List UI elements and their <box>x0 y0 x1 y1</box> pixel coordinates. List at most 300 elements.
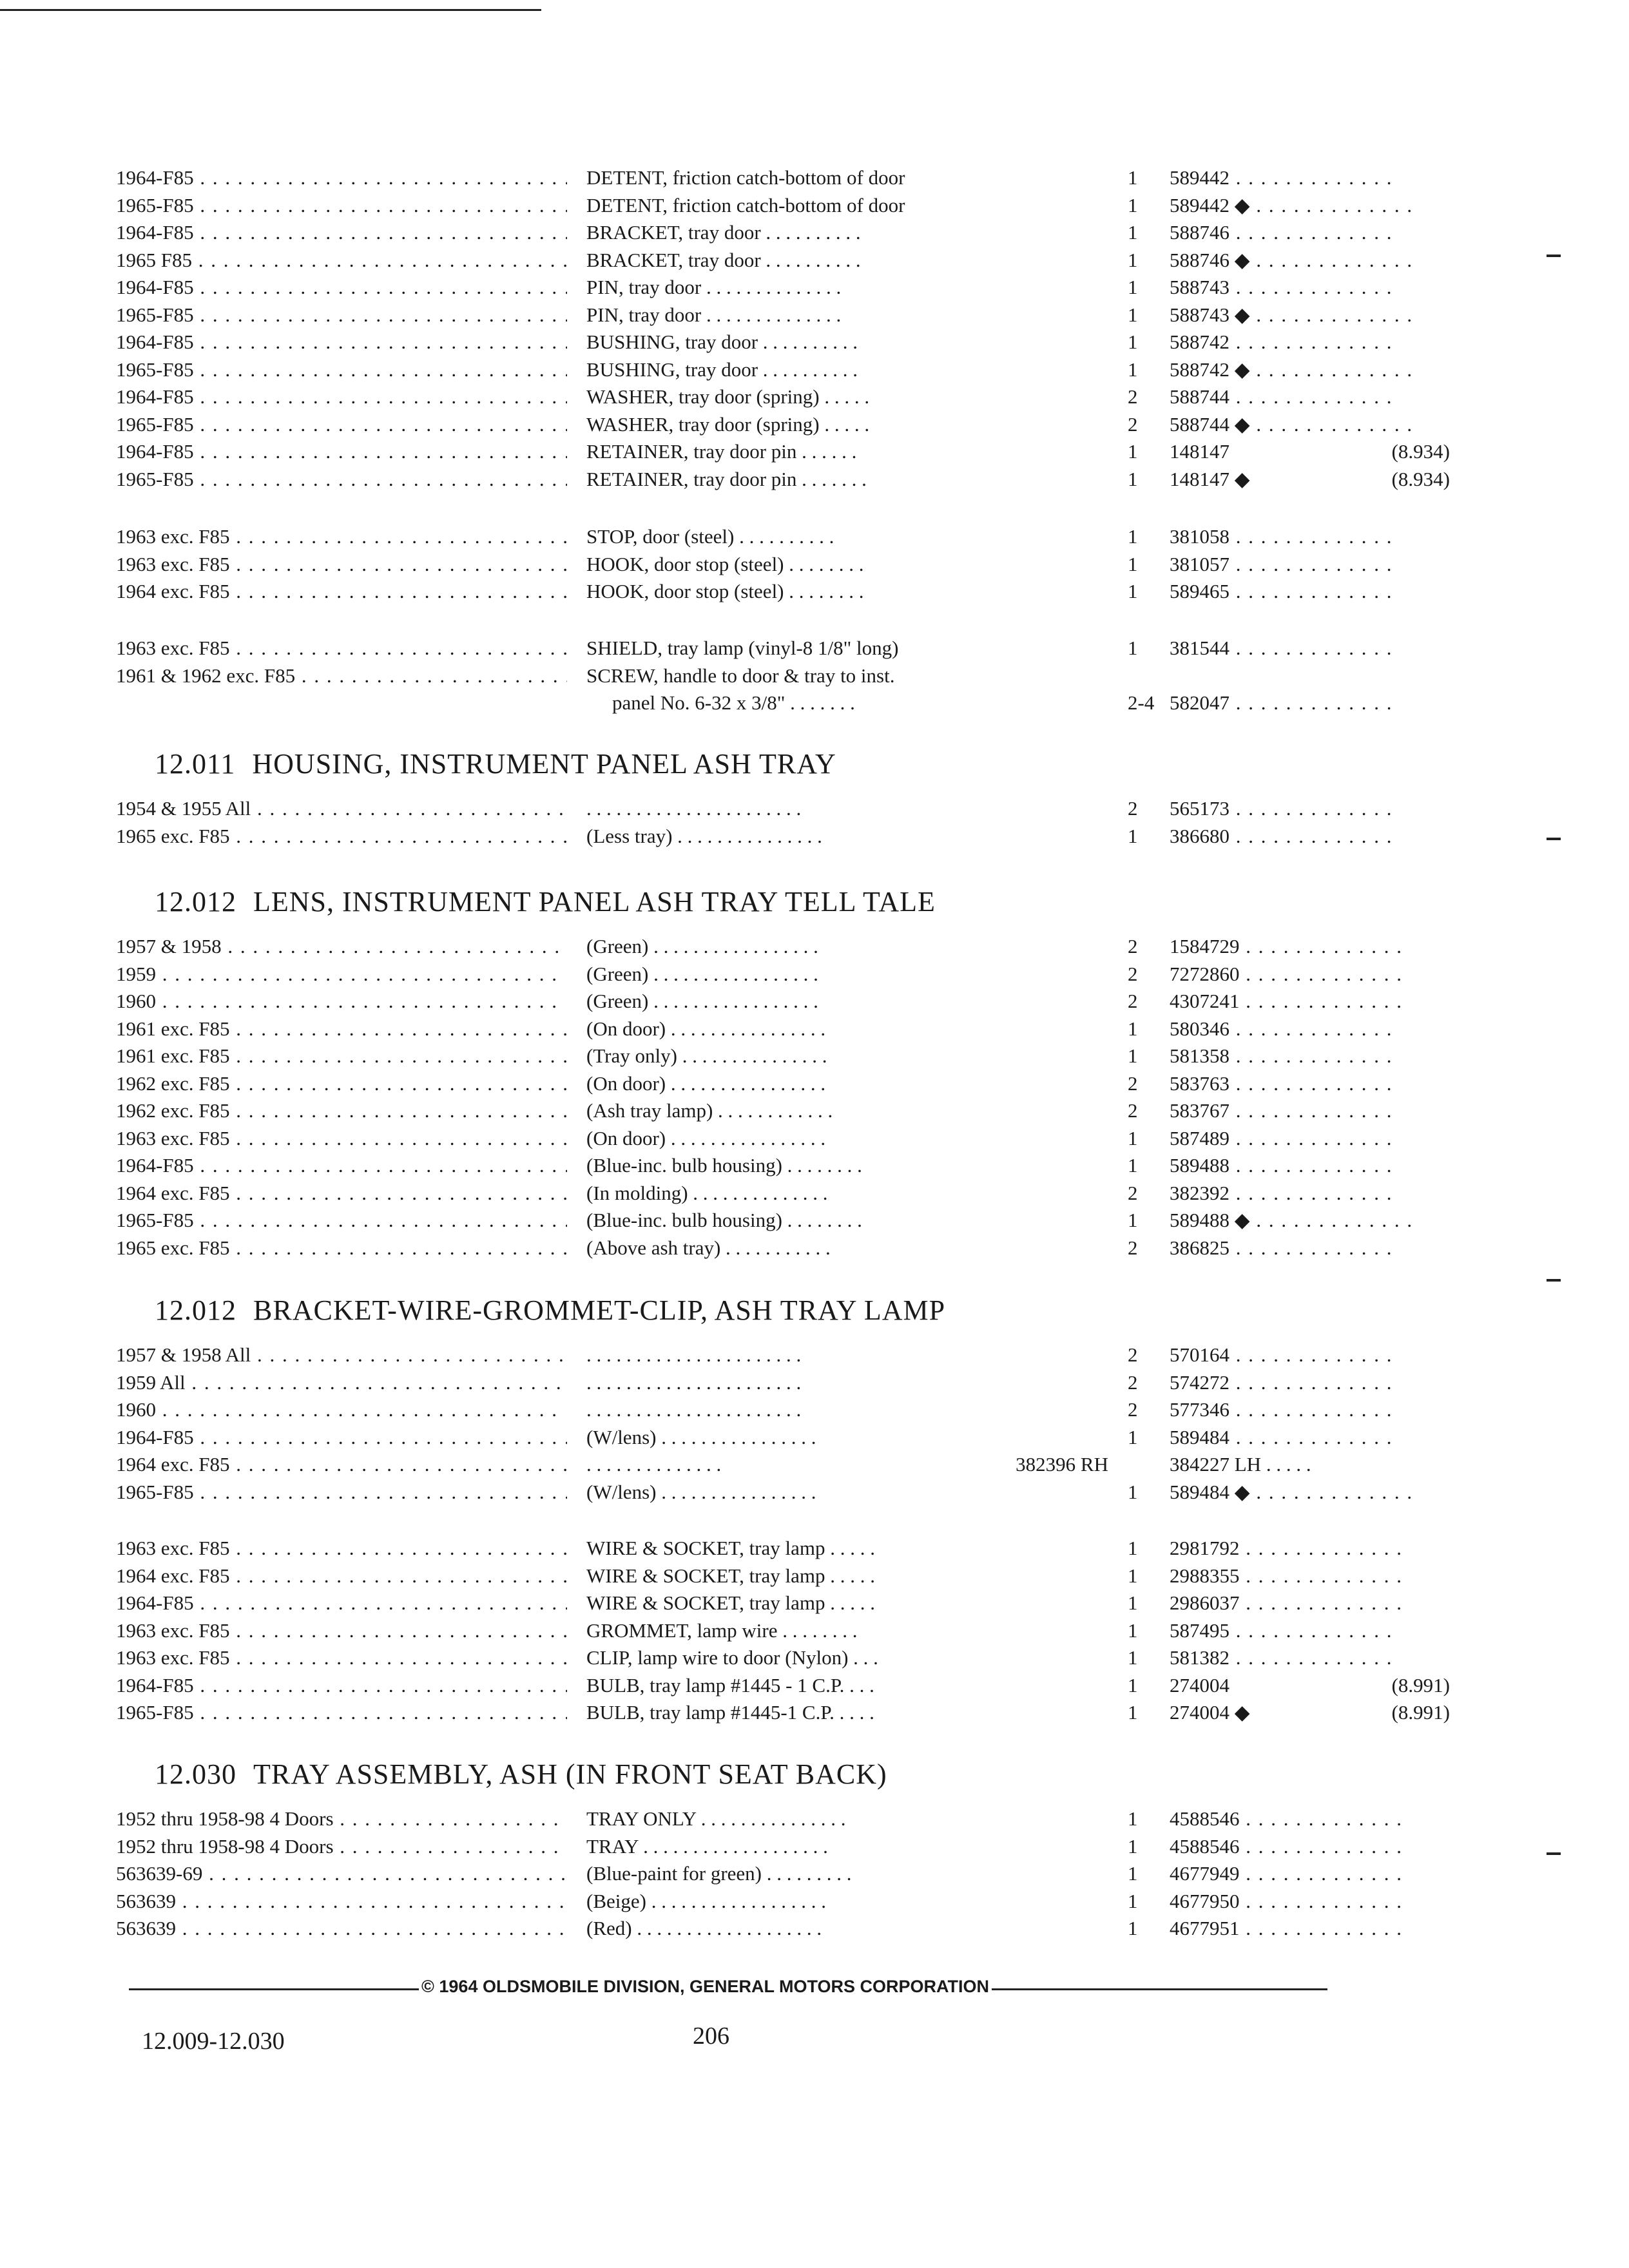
parts-row <box>116 553 1340 581</box>
part-number-cell: 588744 ◆ . . . <box>1170 413 1440 436</box>
part-number-cell: 2981792 . . . <box>1170 1537 1440 1560</box>
margin-mark <box>1547 1279 1561 1282</box>
group-number-cell: (8.934) <box>1391 440 1450 463</box>
part-number-cell: 384227 LH . . . . . <box>1170 1453 1311 1475</box>
part-number-cell: 148147 <box>1170 440 1229 463</box>
part-number-cell: 589484 ◆ . . . <box>1170 1481 1440 1504</box>
description-text: STOP, door (steel) . . . . . . . . . . <box>586 525 834 548</box>
description-text: (Ash tray lamp) . . . . . . . . . . . . <box>586 1099 833 1122</box>
quantity-cell: 1 <box>1128 1154 1138 1177</box>
description-text: HOOK, door stop (steel) . . . . . . . . <box>586 552 864 575</box>
quantity-cell: 2 <box>1128 962 1138 985</box>
group-number-cell: (8.934) <box>1391 467 1450 490</box>
parts-row <box>116 825 1340 852</box>
parts-block-shield <box>116 637 1340 719</box>
description-text: DETENT, friction catch-bottom of door <box>586 193 905 216</box>
description-text: BRACKET, tray door . . . . . . . . . . <box>586 248 861 271</box>
description-text: PIN, tray door . . . . . . . . . . . . . . <box>586 303 842 326</box>
description-cell <box>586 1646 1121 1669</box>
model-cell: 1964-F85 . . . <box>116 166 567 189</box>
model-cell: 1963 exc. F85 . . . <box>116 553 567 576</box>
parts-row <box>116 1453 1340 1481</box>
parts-row <box>116 580 1340 608</box>
model-cell: 1961 exc. F85 . . . <box>116 1017 567 1041</box>
parts-row <box>116 1917 1340 1945</box>
description-cell <box>586 963 1121 986</box>
quantity-cell: 2 <box>1128 1072 1138 1095</box>
description-cell <box>586 1862 1121 1885</box>
parts-row <box>116 1127 1340 1155</box>
part-number-cell: 4588546 . . . <box>1170 1835 1440 1858</box>
model-cell: 1963 exc. F85 . . . <box>116 637 567 660</box>
quantity-cell: 1 <box>1128 1834 1138 1858</box>
description-cell <box>586 1426 1121 1449</box>
margin-mark <box>1547 255 1561 257</box>
model-cell: 1963 exc. F85 . . . <box>116 525 567 548</box>
model-cell: 1965-F85 . . . <box>116 303 567 327</box>
description-text: WIRE & SOCKET, tray lamp . . . . . <box>586 1564 876 1587</box>
parts-row <box>116 1044 1340 1072</box>
parts-row <box>116 440 1450 468</box>
parts-row <box>116 1807 1340 1835</box>
description-cell <box>586 1127 1121 1150</box>
part-number-cell: 4677951 . . . <box>1170 1917 1440 1940</box>
parts-row <box>116 1835 1340 1863</box>
model-cell: 1965-F85 . . . <box>116 1701 567 1724</box>
description-text: TRAY ONLY . . . . . . . . . . . . . . . <box>586 1807 846 1830</box>
part-number-cell: 570164 . . . <box>1170 1343 1440 1367</box>
description-text: (Less tray) . . . . . . . . . . . . . . . <box>586 824 822 847</box>
description-text: . . . . . . . . . . . . . . <box>586 1453 722 1475</box>
quantity-cell: 2 <box>1128 797 1138 820</box>
parts-row <box>116 1182 1340 1209</box>
description-cell <box>586 1044 1121 1068</box>
parts-block-wire <box>116 1537 1450 1729</box>
parts-row <box>116 1343 1340 1371</box>
description-text: CLIP, lamp wire to door (Nylon) . . . <box>586 1646 878 1669</box>
description-cell <box>586 440 1121 463</box>
description-cell <box>586 468 1121 491</box>
part-number-cell: 4677950 . . . <box>1170 1890 1440 1913</box>
quantity-cell: 1 <box>1128 1480 1138 1503</box>
model-cell: 1964-F85 . . . <box>116 1674 567 1697</box>
description-text: WASHER, tray door (spring) . . . . . <box>586 385 870 408</box>
parts-row <box>116 1591 1340 1619</box>
part-number-cell: 4677949 . . . <box>1170 1862 1440 1885</box>
part-number-cell: 587489 . . . <box>1170 1127 1440 1150</box>
section-12-030 <box>116 1758 1340 1945</box>
part-number-cell: 2986037 . . . <box>1170 1591 1440 1615</box>
parts-row <box>116 1371 1340 1399</box>
description-cell <box>586 1564 1121 1588</box>
parts-row <box>116 1890 1340 1917</box>
description-text: WASHER, tray door (spring) . . . . . <box>586 412 870 436</box>
description-cell <box>586 1835 1121 1858</box>
margin-mark <box>1547 1852 1561 1855</box>
description-text: GROMMET, lamp wire . . . . . . . . <box>586 1619 858 1642</box>
model-cell: 1964 exc. F85 . . . <box>116 1564 567 1588</box>
description-text: (Blue-inc. bulb housing) . . . . . . . . <box>586 1209 862 1231</box>
part-number-cell: 588743 . . . <box>1170 276 1440 299</box>
description-cell <box>586 637 1121 660</box>
description-text: (Tray only) . . . . . . . . . . . . . . . <box>586 1044 827 1067</box>
parts-row <box>116 1072 1340 1100</box>
part-number-cell: 588742 . . . <box>1170 331 1440 354</box>
model-cell: 1957 & 1958 All . . . <box>116 1343 567 1367</box>
model-cell: 1959 . . . <box>116 963 567 986</box>
section-title: 12.012 BRACKET-WIRE-GROMMET-CLIP, ASH TRAY LAMP <box>155 1294 946 1326</box>
margin-mark <box>1547 838 1561 840</box>
description-cell <box>586 990 1121 1013</box>
description-text: SCREW, handle to door & tray to inst. <box>586 664 895 687</box>
description-cell <box>586 1674 1121 1697</box>
description-text: (Beige) . . . . . . . . . . . . . . . . . . <box>586 1889 826 1912</box>
section-title: 12.030 TRAY ASSEMBLY, ASH (IN FRONT SEAT BACK) <box>155 1758 887 1790</box>
description-text: BULB, tray lamp #1445 - 1 C.P. . . . <box>586 1673 874 1696</box>
parts-row <box>116 467 1450 495</box>
section-12-012-bracket <box>116 1294 1340 1508</box>
parts-row <box>116 221 1340 249</box>
quantity-cell: 1 <box>1128 248 1138 271</box>
quantity-cell: 1 <box>1128 580 1138 602</box>
description-cell <box>586 825 1121 848</box>
part-number-cell: 274004 <box>1170 1673 1229 1696</box>
model-cell: 1960 . . . <box>116 990 567 1013</box>
part-number-cell: 565173 . . . <box>1170 797 1440 820</box>
description-cell <box>586 1182 1121 1205</box>
description-text: DETENT, friction catch-bottom of door <box>586 166 905 189</box>
description-text: (Red) . . . . . . . . . . . . . . . . . . . <box>586 1917 822 1939</box>
model-cell: 1963 exc. F85 . . . <box>116 1127 567 1150</box>
description-cell <box>586 1154 1121 1177</box>
model-cell: 1965 exc. F85 . . . <box>116 1236 567 1260</box>
description-cell <box>586 249 1121 272</box>
model-cell: 1964-F85 . . . <box>116 1426 567 1449</box>
parts-row <box>116 1209 1340 1236</box>
quantity-cell: 2 <box>1128 1370 1138 1394</box>
description-cell <box>586 1236 1121 1260</box>
quantity-cell: 2 <box>1128 1343 1138 1366</box>
parts-row <box>116 1481 1340 1508</box>
quantity-cell: 1 <box>1128 637 1138 659</box>
parts-row <box>116 691 1340 719</box>
quantity-cell: 2 <box>1128 412 1138 436</box>
description-cell <box>586 553 1121 576</box>
description-cell <box>586 1591 1121 1615</box>
part-number-cell: 587495 . . . <box>1170 1619 1440 1642</box>
description-text: . . . . . . . . . . . . . . . . . . . . . . <box>586 797 802 820</box>
quantity-cell: 1 <box>1128 1807 1138 1830</box>
description-text: (Above ash tray) . . . . . . . . . . . <box>586 1236 831 1259</box>
parts-row <box>116 990 1340 1017</box>
parts-row <box>116 1154 1340 1182</box>
description-cell <box>586 1371 1121 1394</box>
model-cell: 1962 exc. F85 . . . <box>116 1072 567 1095</box>
part-number-cell: 381544 . . . <box>1170 637 1440 660</box>
description-text: BUSHING, tray door . . . . . . . . . . <box>586 331 858 353</box>
quantity-cell: 1 <box>1128 1701 1138 1724</box>
model-cell: 1964 exc. F85 . . . <box>116 1453 567 1476</box>
description-extra: 382396 RH <box>1010 1453 1108 1476</box>
description-cell <box>586 303 1121 327</box>
part-number-cell: 588743 ◆ . . . <box>1170 303 1440 327</box>
parts-row <box>116 194 1340 222</box>
model-cell: 1963 exc. F85 . . . <box>116 1619 567 1642</box>
description-text: HOOK, door stop (steel) . . . . . . . . <box>586 580 864 602</box>
part-number-cell: 583767 . . . <box>1170 1099 1440 1122</box>
part-number-cell: 148147 ◆ <box>1170 467 1250 490</box>
description-cell <box>586 1099 1121 1122</box>
section-12-011 <box>116 747 1340 852</box>
part-number-cell: 588746 . . . <box>1170 221 1440 244</box>
model-cell: 1965 F85 . . . <box>116 249 567 272</box>
description-cell <box>586 664 1121 687</box>
model-cell: 1965-F85 . . . <box>116 358 567 381</box>
parts-row <box>116 963 1340 990</box>
quantity-cell: 2 <box>1128 935 1138 957</box>
model-cell: 1952 thru 1958-98 4 Doors . . . <box>116 1835 567 1858</box>
description-cell <box>586 385 1121 408</box>
quantity-cell: 1 <box>1128 276 1138 298</box>
parts-row <box>116 303 1340 331</box>
part-number-cell: 4307241 . . . <box>1170 990 1440 1013</box>
description-cell <box>586 1917 1121 1940</box>
quantity-cell: 1 <box>1128 1673 1138 1696</box>
description-text: WIRE & SOCKET, tray lamp . . . . . <box>586 1537 876 1559</box>
model-cell: 1965 exc. F85 . . . <box>116 825 567 848</box>
footer-rule-right <box>967 1988 1327 1990</box>
part-number-cell: 386825 . . . <box>1170 1236 1440 1260</box>
part-number-cell: 574272 . . . <box>1170 1371 1440 1394</box>
description-cell <box>586 691 1121 715</box>
model-cell: 1964-F85 . . . <box>116 331 567 354</box>
description-cell <box>586 1453 1121 1476</box>
description-cell <box>586 1072 1121 1095</box>
part-number-cell: 274004 ◆ <box>1170 1701 1250 1724</box>
description-text: (In molding) . . . . . . . . . . . . . . <box>586 1181 828 1204</box>
parts-row <box>116 797 1340 825</box>
description-text: (On door) . . . . . . . . . . . . . . . . <box>586 1126 826 1149</box>
model-cell: 1964 exc. F85 . . . <box>116 1182 567 1205</box>
quantity-cell: 1 <box>1128 1862 1138 1885</box>
part-number-cell: 582047 . . . <box>1170 691 1440 715</box>
part-number-cell: 589488 ◆ . . . <box>1170 1209 1440 1232</box>
parts-row <box>116 1646 1340 1674</box>
description-cell <box>586 797 1121 820</box>
part-number-cell: 4588546 . . . <box>1170 1807 1440 1831</box>
parts-row <box>116 413 1340 441</box>
quantity-cell: 1 <box>1128 1044 1138 1067</box>
quantity-cell: 1 <box>1128 1889 1138 1912</box>
parts-row <box>116 1619 1340 1647</box>
part-number-cell: 581358 . . . <box>1170 1044 1440 1068</box>
description-cell <box>586 580 1121 603</box>
quantity-cell: 2 <box>1128 1099 1138 1122</box>
parts-row <box>116 1099 1340 1127</box>
section-title: 12.011 HOUSING, INSTRUMENT PANEL ASH TRAY <box>155 748 836 780</box>
model-cell: 1964-F85 . . . <box>116 276 567 299</box>
parts-row <box>116 1673 1450 1702</box>
quantity-cell: 1 <box>1128 166 1138 189</box>
description-cell <box>586 1343 1121 1367</box>
description-cell <box>586 1807 1121 1831</box>
quantity-cell: 1 <box>1128 1017 1138 1040</box>
part-number-cell: 588744 . . . <box>1170 385 1440 408</box>
description-text: (Blue-inc. bulb housing) . . . . . . . . <box>586 1154 862 1177</box>
description-cell <box>586 1890 1121 1913</box>
quantity-cell: 2 <box>1128 1236 1138 1259</box>
quantity-cell: 2 <box>1128 1398 1138 1421</box>
parts-row <box>116 358 1340 386</box>
parts-row <box>116 1017 1340 1045</box>
part-number-cell: 386680 . . . <box>1170 825 1440 848</box>
section-title: 12.012 LENS, INSTRUMENT PANEL ASH TRAY TELL TALE <box>155 886 936 918</box>
quantity-cell: 1 <box>1128 1126 1138 1149</box>
description-cell <box>586 1537 1121 1560</box>
model-cell: 1963 exc. F85 . . . <box>116 1646 567 1669</box>
parts-row <box>116 935 1340 963</box>
description-text: (W/lens) . . . . . . . . . . . . . . . . <box>586 1480 816 1503</box>
description-text: (On door) . . . . . . . . . . . . . . . . <box>586 1017 826 1040</box>
model-cell: 1960 . . . <box>116 1398 567 1421</box>
model-cell: 1964 exc. F85 . . . <box>116 580 567 603</box>
model-cell: 1954 & 1955 All . . . <box>116 797 567 820</box>
model-cell: 1965-F85 . . . <box>116 1209 567 1232</box>
model-cell: 1964-F85 . . . <box>116 440 567 463</box>
parts-row <box>116 276 1340 303</box>
description-cell <box>586 276 1121 299</box>
model-cell: 1964-F85 . . . <box>116 1154 567 1177</box>
model-cell: 1961 & 1962 exc. F85 . . . <box>116 664 567 687</box>
part-number-cell: 2988355 . . . <box>1170 1564 1440 1588</box>
description-text: (Green) . . . . . . . . . . . . . . . . . <box>586 962 818 985</box>
part-number-cell: 1584729 . . . <box>1170 935 1440 958</box>
part-number-cell: 583763 . . . <box>1170 1072 1440 1095</box>
description-text: WIRE & SOCKET, tray lamp . . . . . <box>586 1591 876 1614</box>
description-text: BUSHING, tray door . . . . . . . . . . <box>586 358 858 381</box>
description-text: RETAINER, tray door pin . . . . . . . <box>586 467 867 490</box>
part-number-cell: 589484 . . . <box>1170 1426 1440 1449</box>
parts-row <box>116 1701 1450 1729</box>
parts-block-stop <box>116 525 1340 608</box>
quantity-cell: 1 <box>1128 303 1138 326</box>
part-number-cell: 580346 . . . <box>1170 1017 1440 1041</box>
quantity-cell: 1 <box>1128 525 1138 548</box>
description-cell <box>586 358 1121 381</box>
part-number-cell: 577346 . . . <box>1170 1398 1440 1421</box>
description-cell <box>586 1398 1121 1421</box>
parts-block-door <box>116 166 1450 495</box>
part-number-cell: 589442 ◆ . . . <box>1170 194 1440 217</box>
parts-row <box>116 331 1340 358</box>
quantity-cell: 1 <box>1128 221 1138 244</box>
quantity-cell: 1 <box>1128 1917 1138 1939</box>
description-text: SHIELD, tray lamp (vinyl-8 1/8" long) <box>586 637 899 659</box>
top-rule <box>0 9 541 11</box>
parts-row <box>116 1537 1340 1564</box>
description-text: RETAINER, tray door pin . . . . . . <box>586 440 857 463</box>
parts-row <box>116 664 1340 692</box>
part-number-cell: 382392 . . . <box>1170 1182 1440 1205</box>
footer-rule-left <box>129 1988 425 1990</box>
model-cell: 563639-69 . . . <box>116 1862 567 1885</box>
page-number: 206 <box>693 2023 729 2050</box>
part-number-cell: 381057 . . . <box>1170 553 1440 576</box>
quantity-cell: 1 <box>1128 1425 1138 1448</box>
quantity-cell: 1 <box>1128 440 1138 463</box>
description-text: (Green) . . . . . . . . . . . . . . . . . <box>586 990 818 1012</box>
quantity-cell: 2 <box>1128 385 1138 408</box>
model-cell: 563639 . . . <box>116 1917 567 1940</box>
description-text: (Blue-paint for green) . . . . . . . . . <box>586 1862 852 1885</box>
description-text: panel No. 6-32 x 3/8" . . . . . . . <box>612 691 855 714</box>
description-cell <box>586 166 1121 189</box>
part-number-cell: 7272860 . . . <box>1170 963 1440 986</box>
description-cell <box>586 1619 1121 1642</box>
part-number-cell: 589488 . . . <box>1170 1154 1440 1177</box>
parts-row <box>116 1236 1340 1264</box>
parts-row <box>116 1564 1340 1592</box>
description-text: BRACKET, tray door . . . . . . . . . . <box>586 221 861 244</box>
description-text: . . . . . . . . . . . . . . . . . . . . . . <box>586 1398 802 1421</box>
quantity-cell: 1 <box>1128 1564 1138 1587</box>
quantity-cell: 2 <box>1128 1181 1138 1204</box>
description-text: . . . . . . . . . . . . . . . . . . . . . . <box>586 1343 802 1366</box>
quantity-cell: 1 <box>1128 467 1138 490</box>
parts-row <box>116 637 1340 664</box>
parts-row <box>116 1398 1340 1426</box>
model-cell: 1965-F85 . . . <box>116 1481 567 1504</box>
parts-row <box>116 385 1340 413</box>
description-cell <box>586 1481 1121 1504</box>
model-cell: 1964-F85 . . . <box>116 221 567 244</box>
model-cell: 1964-F85 . . . <box>116 1591 567 1615</box>
part-number-cell: 589442 . . . <box>1170 166 1440 189</box>
model-cell: 563639 . . . <box>116 1890 567 1913</box>
group-number-cell: (8.991) <box>1391 1701 1450 1724</box>
description-text: (W/lens) . . . . . . . . . . . . . . . . <box>586 1425 816 1448</box>
parts-row <box>116 1862 1340 1890</box>
model-cell: 1961 exc. F85 . . . <box>116 1044 567 1068</box>
quantity-cell: 1 <box>1128 824 1138 847</box>
model-cell: 1952 thru 1958-98 4 Doors . . . <box>116 1807 567 1831</box>
quantity-cell: 1 <box>1128 1619 1138 1642</box>
quantity-cell: 1 <box>1128 358 1138 381</box>
section-12-012-lens <box>116 885 1340 1264</box>
model-cell: 1965-F85 . . . <box>116 194 567 217</box>
parts-row <box>116 1426 1340 1454</box>
description-text: PIN, tray door . . . . . . . . . . . . . . <box>586 276 842 298</box>
group-number-cell: (8.991) <box>1391 1673 1450 1696</box>
description-text: (On door) . . . . . . . . . . . . . . . . <box>586 1072 826 1095</box>
description-text: . . . . . . . . . . . . . . . . . . . . . . <box>586 1370 802 1394</box>
quantity-cell: 1 <box>1128 552 1138 575</box>
footer-copyright: © 1964 OLDSMOBILE DIVISION, GENERAL MOTORS CORPORATION <box>419 1977 992 1997</box>
description-text: (Green) . . . . . . . . . . . . . . . . . <box>586 935 818 957</box>
model-cell: 1962 exc. F85 . . . <box>116 1099 567 1122</box>
model-cell: 1963 exc. F85 . . . <box>116 1537 567 1560</box>
quantity-cell: 1 <box>1128 1591 1138 1614</box>
quantity-cell: 1 <box>1128 193 1138 216</box>
quantity-cell: 2-4 <box>1128 691 1155 714</box>
description-text: TRAY . . . . . . . . . . . . . . . . . . . <box>586 1834 828 1858</box>
description-cell <box>586 525 1121 548</box>
description-cell <box>586 1701 1121 1724</box>
description-cell <box>586 1017 1121 1041</box>
parts-row <box>116 525 1340 553</box>
part-number-cell: 581382 . . . <box>1170 1646 1440 1669</box>
part-number-cell: 589465 . . . <box>1170 580 1440 603</box>
